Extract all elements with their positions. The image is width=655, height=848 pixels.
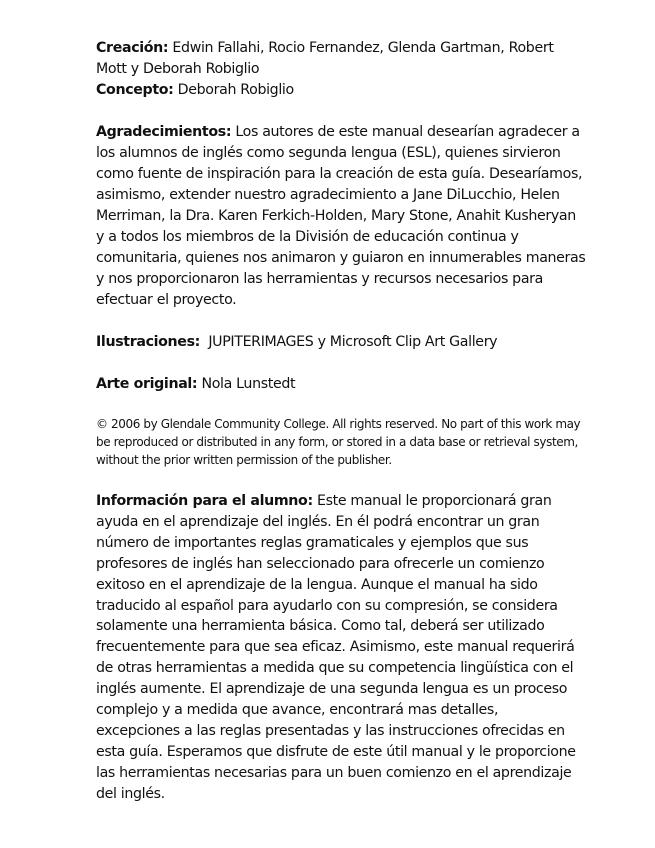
agradecimientos-paragraph [96, 122, 586, 311]
concepto-text: Deborah Robiglio [177, 82, 294, 98]
arte-original-text: Nola Lunstedt [201, 376, 296, 392]
agradecimientos-label: Agradecimientos: [96, 124, 232, 140]
arte-original-paragraph [96, 374, 586, 395]
ilustraciones-label: Ilustraciones: [96, 334, 201, 350]
document-page [96, 38, 586, 805]
creacion-paragraph [96, 38, 586, 80]
informacion-alumno-text: Este manual le proporcionará gran ayuda en el aprendizaje del inglés. En él podrá encontrar un gran número de importantes reglas gramaticales y ejemplos que sus profesores de inglés han seleccionado para ofrecerle un comienzo exitoso en el aprendizaje de la lengua. Aunque el manual ha sido traducido al español para ayudarlo con su compresión, se considera solamente una herramienta básica. Como tal, deberá ser utilizado frecuentemente para que sea eficaz. Asimismo, este manual requerirá de otras herramientas a medida que su competencia lingüística con el inglés aumente. El aprendizaje de una segunda lengua es un proceso complejo y a medida que avance, encontrará mas detalles, excepciones a las reglas presentadas y las instrucciones ofrecidas en esta guía. Esperamos que disfrute de este útil manual y le proporcione las herramientas necesarias para un buen comienzo en el aprendizaje del inglés. [96, 493, 576, 802]
credits-section [96, 38, 586, 101]
informacion-alumno-label: Información para el alumno: [96, 493, 313, 509]
concepto-paragraph [96, 80, 586, 101]
copyright-text: All rights reserved. No part of this work may be reproduced or distributed in any form, or stored in a data base or retrieval system, without the prior written permission of the publisher. [96, 417, 581, 467]
agradecimientos-text: Los autores de este manual desearían agradecer a los alumnos de inglés como segunda lengua (ESL), quienes sirvieron como fuente de inspiración para la creación de esta guía. Desearíamos, asimismo, extender nuestro agradecimiento a Jane DiLucchio, Helen Merriman, la Dra. Karen Ferkich-Holden, Mary Stone, Anahit Kusheryan y a todos los miembros de la División de educación continua y comunitaria, quienes nos animaron y guiaron en innumerables maneras y nos proporcionaron las herramientas y recursos necesarios para efectuar el proyecto. [96, 124, 586, 308]
concepto-label: Concepto: [96, 82, 174, 98]
ilustraciones-paragraph [96, 332, 586, 353]
arte-original-label: Arte original: [96, 376, 198, 392]
ilustraciones-text: JUPITERIMAGES y Microsoft Clip Art Gallery [208, 334, 498, 350]
creacion-text: Edwin Fallahi, Rocio Fernandez, Glenda Gartman, Robert Mott y Deborah Robiglio [96, 40, 554, 77]
informacion-alumno-paragraph [96, 491, 586, 805]
copyright-lead: © 2006 by Glendale Community College. [96, 417, 329, 431]
copyright-notice [96, 415, 586, 469]
creacion-label: Creación: [96, 40, 169, 56]
